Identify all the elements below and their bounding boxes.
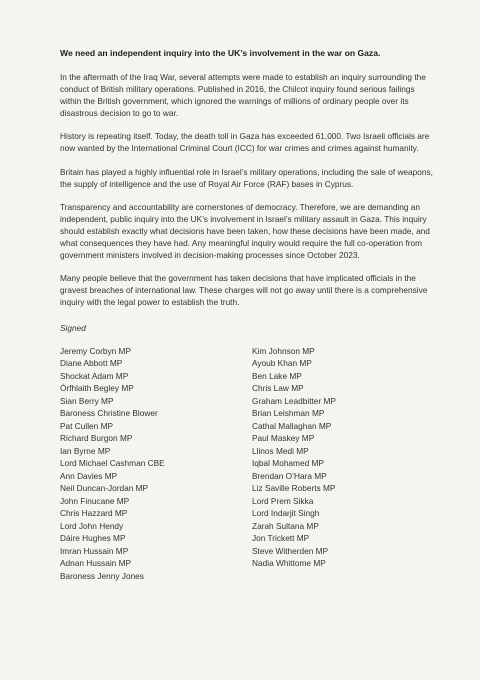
paragraph-iraq-war: In the aftermath of the Iraq War, several attempts were made to establish an inquiry surrounding the conduct of British military operations. Published in 2016, the Chilcot inquiry found serious failings within the British government, which ignored the warnings of millions of ordinary people over its disastrous decision to go to war. <box>60 72 426 119</box>
signatories <box>60 345 436 583</box>
signatory-name: Adnan Hussain MP <box>60 558 132 568</box>
signatory-name: Sian Berry MP <box>60 395 114 406</box>
signatory-name: Lord Prem Sikka <box>252 495 314 506</box>
signatory-name: Brendan O’Hara MP <box>252 470 327 481</box>
paragraph-transparency: Transparency and accountability are cornerstones of democracy. Therefore, we are demanding an independent, public inquiry into the UK’s involvement in Israel’s military assault in Gaza. This inquiry should establish exactly what decisions have been taken, how these decisions have been made, and what consequences they have had. Any meaningful inquiry would require the full co-operation from government ministers involved in decision-making processes since October 2023. <box>60 201 430 261</box>
signatory-name: Dáire Hughes MP <box>60 533 126 543</box>
signatory-name: Ann Davies MP <box>60 470 118 481</box>
signatory-name: Steve Witherden MP <box>252 545 329 556</box>
signed-label: Signed <box>60 322 86 333</box>
signatory-name: Zarah Sultana MP <box>252 520 319 531</box>
signatory-name: Órfhlaith Begley MP <box>60 383 134 393</box>
signatory-name: Diane Abbott MP <box>60 358 123 368</box>
signatory-name: Baroness Jenny Jones <box>60 570 144 581</box>
signatory-name: Lord John Hendy <box>60 520 124 531</box>
signatory-name: Jon Trickett MP <box>252 533 310 543</box>
signatories-left-column <box>60 345 252 583</box>
signatory-name: Iqbal Mohamed MP <box>252 458 324 468</box>
signatory-name: Jeremy Corbyn MP <box>60 345 132 356</box>
signatory-name: Cathal Mallaghan MP <box>252 420 332 431</box>
letter-heading: We need an independent inquiry into the UK’s involvement in the war on Gaza. <box>60 48 381 58</box>
signatory-name: Lord Michael Cashman CBE <box>60 458 165 468</box>
signatory-name: Ayoub Khan MP <box>252 358 312 368</box>
signatory-name: Pat Cullen MP <box>60 420 114 431</box>
paragraph-history-repeating: History is repeating itself. Today, the death toll in Gaza has exceeded 61,000. Two Israeli officials are now wanted by the International Criminal Court (ICC) for war crimes and crimes against humanity. <box>60 131 430 154</box>
signatory-name: Shockat Adam MP <box>60 370 129 381</box>
signatory-name: Baroness Christine Blower <box>60 408 158 418</box>
signatory-name: Nadia Whittome MP <box>252 558 326 568</box>
signatory-name: Chris Law MP <box>252 383 304 393</box>
signatory-name: Ben Lake MP <box>252 370 302 381</box>
signatory-name: Liz Saville Roberts MP <box>252 483 336 493</box>
signatory-name: Kim Johnson MP <box>252 345 315 356</box>
signatory-name: Graham Leadbitter MP <box>252 395 336 406</box>
signatory-name: Neil Duncan-Jordan MP <box>60 483 149 493</box>
paragraph-charges: Many people believe that the government has taken decisions that have implicated officials in the gravest breaches of international law. These charges will not go away until there is a comprehensive inquiry with the legal power to establish the truth. <box>60 273 428 308</box>
signatory-name: Llinos Medi MP <box>252 445 309 456</box>
signatory-name: Imran Hussain MP <box>60 545 129 556</box>
signatory-name: Brian Leishman MP <box>252 408 325 418</box>
signatory-name: Chris Hazzard MP <box>60 508 128 518</box>
signatory-name: Richard Burgon MP <box>60 433 133 443</box>
signatory-name: Paul Maskey MP <box>252 433 315 443</box>
signatory-name: Lord Indarjit Singh <box>252 508 320 518</box>
signatory-name: Ian Byrne MP <box>60 445 111 456</box>
paragraph-britain-role: Britain has played a highly influential role in Israel’s military operations, including the sale of weapons, the supply of intelligence and the use of Royal Air Force (RAF) bases in Cyprus. <box>60 166 433 189</box>
signatories-right-column <box>252 345 336 583</box>
signatory-name: John Finucane MP <box>60 495 130 506</box>
